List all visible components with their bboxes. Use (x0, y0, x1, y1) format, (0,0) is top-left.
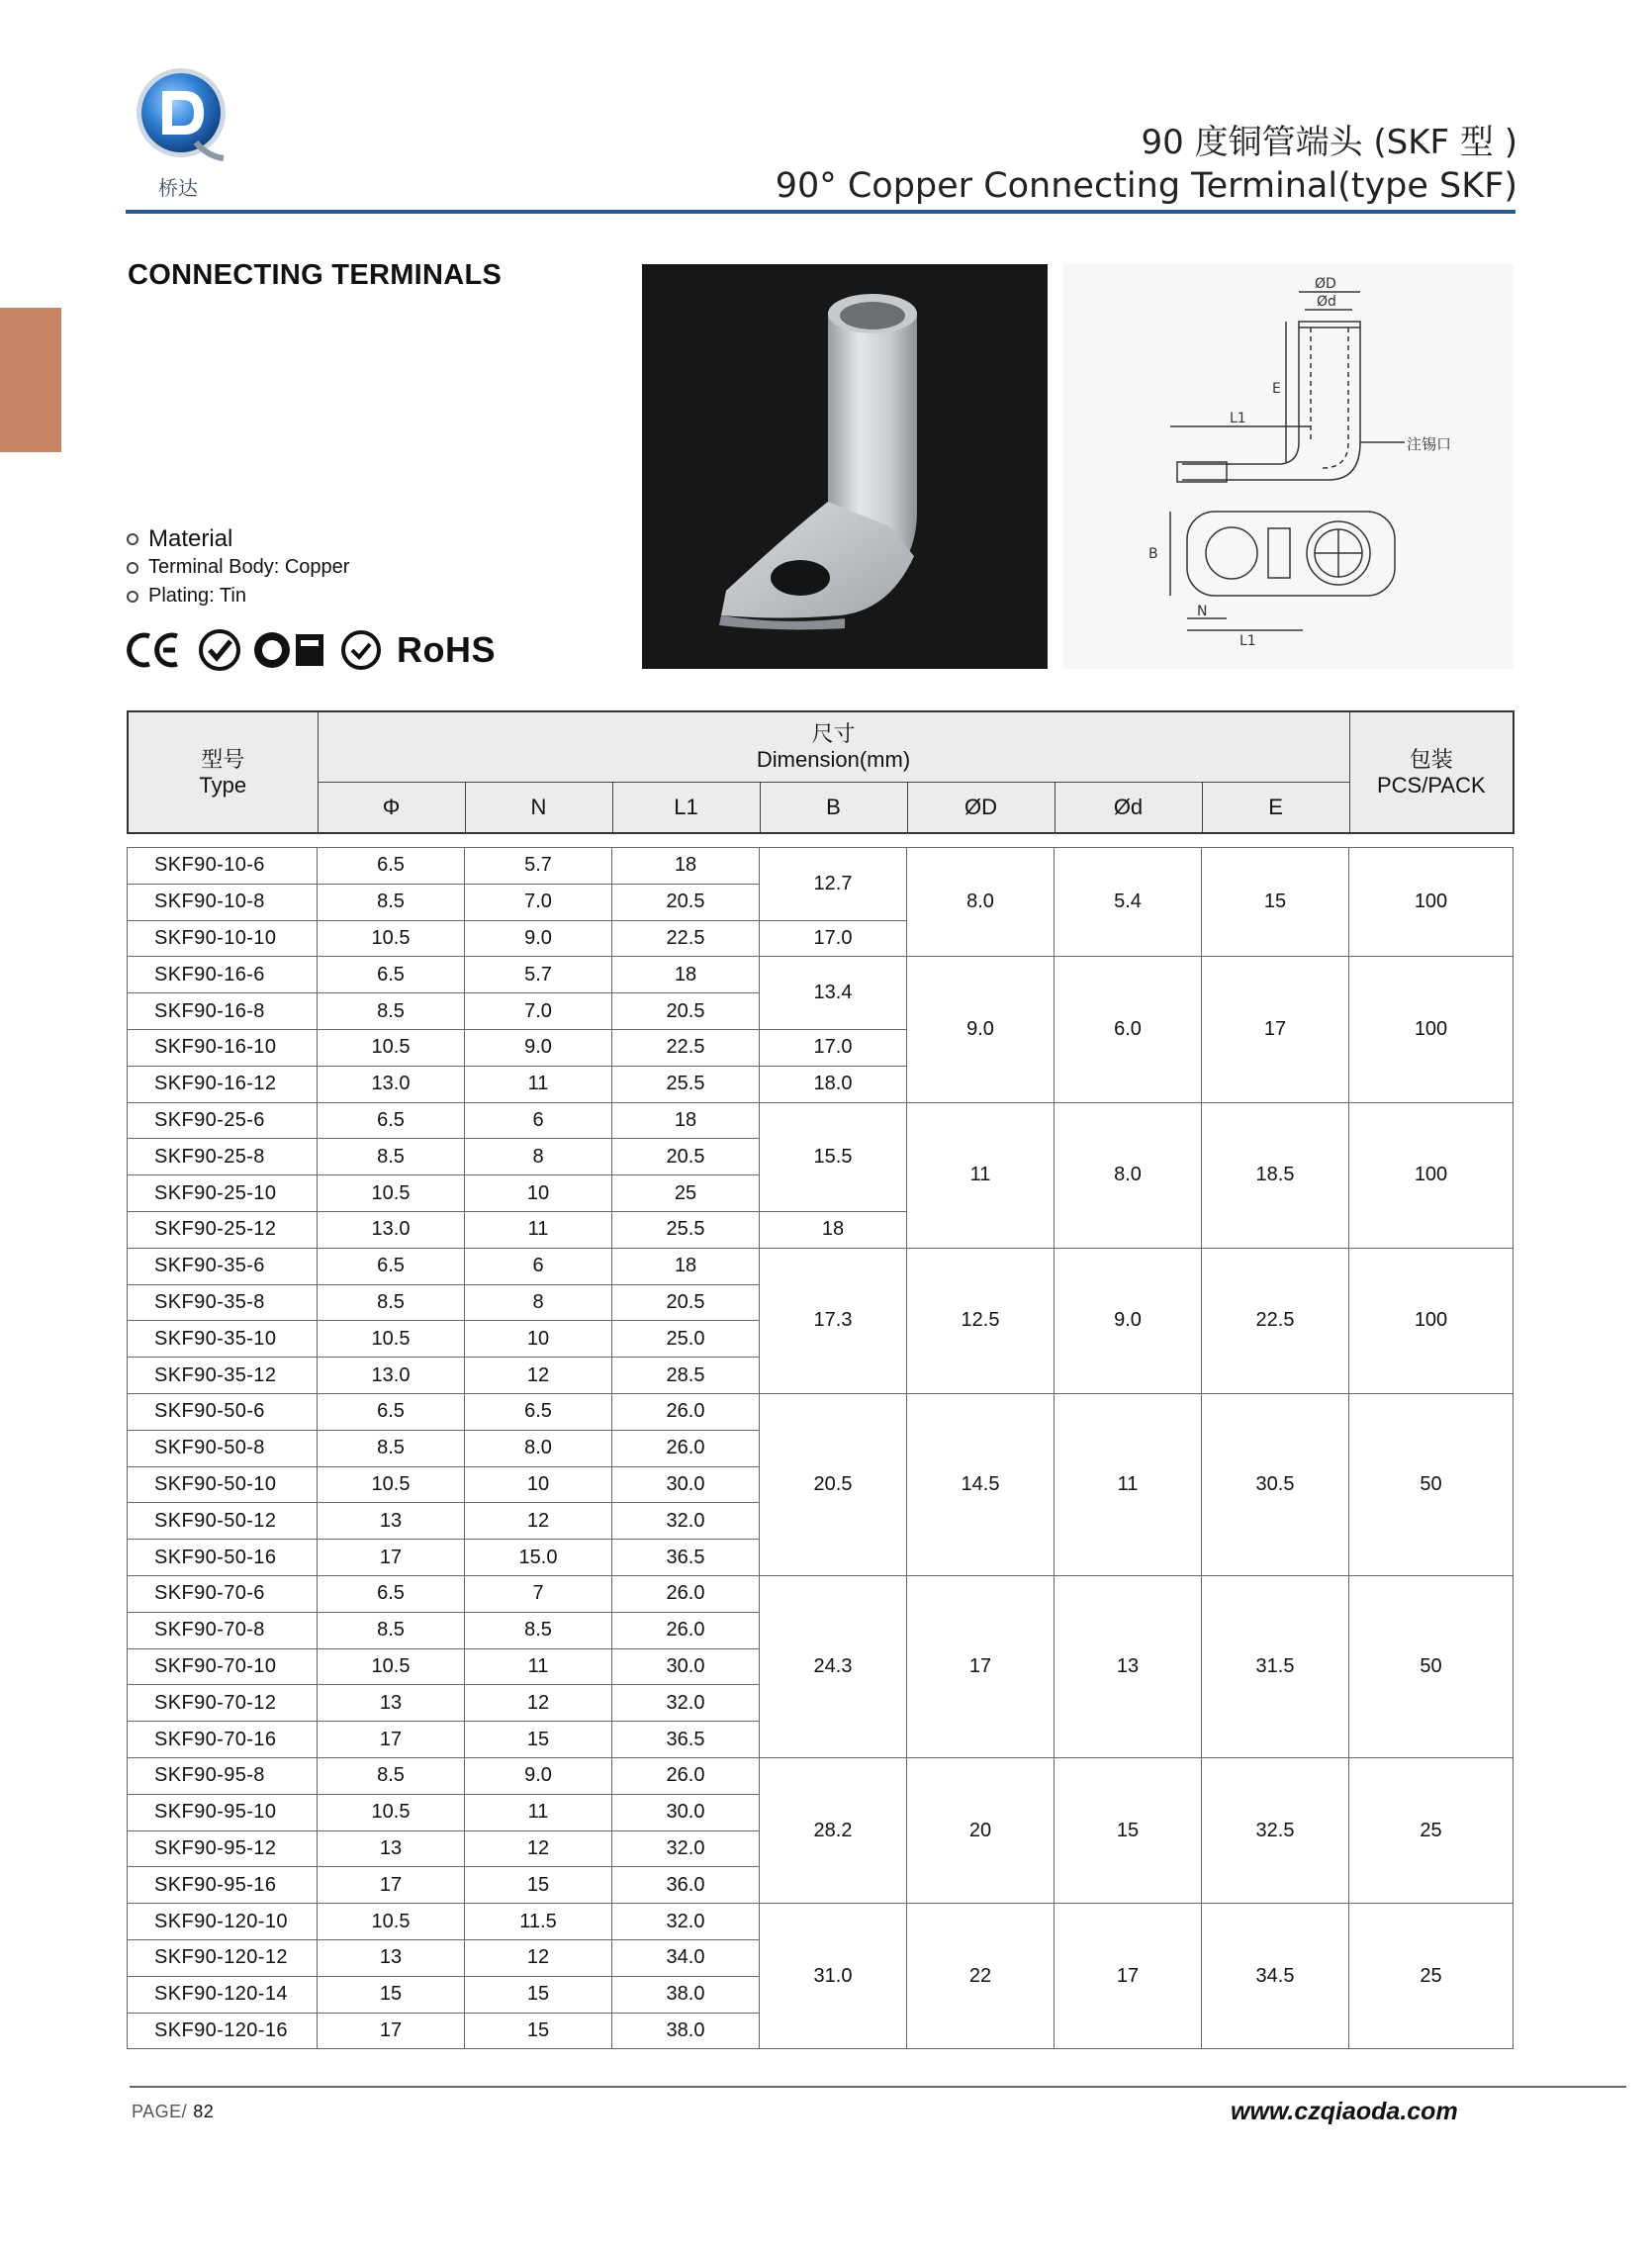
cell-od: 22 (907, 1904, 1055, 2049)
cell-type: SKF90-50-16 (128, 1540, 318, 1576)
cell-n: 10 (465, 1466, 612, 1503)
table-row (128, 1248, 1514, 1284)
certification-logos (126, 625, 496, 675)
col-phi-header: Φ (318, 782, 465, 833)
cell-l1: 26.0 (612, 1393, 760, 1430)
cell-n: 7.0 (465, 884, 612, 920)
cell-phi: 8.5 (318, 1284, 465, 1321)
id-label: Ød (1317, 294, 1336, 310)
cell-n: 12 (465, 1503, 612, 1540)
cell-pack: 100 (1349, 1102, 1514, 1248)
cell-n: 5.7 (465, 957, 612, 993)
cell-l1: 38.0 (612, 1976, 760, 2013)
rohs-mark: RoHS (397, 629, 496, 670)
table-row (128, 1904, 1514, 1940)
table-row (128, 957, 1514, 993)
cell-pack: 100 (1349, 1248, 1514, 1393)
col-l1-header: L1 (612, 782, 760, 833)
cell-n: 5.7 (465, 848, 612, 885)
cell-type: SKF90-70-16 (128, 1722, 318, 1758)
cell-phi: 8.5 (318, 884, 465, 920)
logo-caption: 桥达 (158, 176, 198, 200)
cell-l1: 30.0 (612, 1648, 760, 1685)
spec-table-rows (128, 848, 1514, 2049)
spec-table-body (127, 847, 1514, 2049)
cell-phi: 13 (318, 1503, 465, 1540)
cell-type: SKF90-70-10 (128, 1648, 318, 1685)
cell-l1: 18 (612, 848, 760, 885)
cell-type: SKF90-25-8 (128, 1139, 318, 1175)
cell-phi: 13 (318, 1685, 465, 1722)
cell-l1: 25.5 (612, 1211, 760, 1248)
col-b-header: B (760, 782, 907, 833)
table-row (128, 1393, 1514, 1430)
cell-l1: 18 (612, 957, 760, 993)
cell-id: 17 (1055, 1904, 1202, 2049)
cell-n: 9.0 (465, 1029, 612, 1066)
n-label: N (1197, 604, 1208, 619)
cell-pack: 100 (1349, 957, 1514, 1102)
cell-type: SKF90-120-16 (128, 2013, 318, 2049)
cell-phi: 17 (318, 1540, 465, 1576)
pack-header-en: PCS/PACK (1377, 772, 1486, 798)
cell-phi: 17 (318, 1867, 465, 1904)
dimension-header-en: Dimension(mm) (756, 746, 911, 772)
cell-n: 15.0 (465, 1540, 612, 1576)
cell-l1: 28.5 (612, 1358, 760, 1394)
cell-l1: 32.0 (612, 1685, 760, 1722)
cell-type: SKF90-120-14 (128, 1976, 318, 2013)
cell-phi: 10.5 (318, 1794, 465, 1830)
cell-n: 12 (465, 1685, 612, 1722)
cell-type: SKF90-120-12 (128, 1939, 318, 1976)
cell-od: 17 (907, 1575, 1055, 1757)
bullet-icon (127, 591, 138, 603)
cell-type: SKF90-10-8 (128, 884, 318, 920)
technical-drawing (1063, 264, 1514, 669)
cell-phi: 10.5 (318, 1029, 465, 1066)
cell-phi: 10.5 (318, 1466, 465, 1503)
cell-type: SKF90-35-12 (128, 1358, 318, 1394)
footer-divider (130, 2086, 1626, 2088)
page-indicator (132, 2102, 214, 2122)
cell-phi: 6.5 (318, 1248, 465, 1284)
cell-phi: 8.5 (318, 1612, 465, 1648)
cell-phi: 17 (318, 2013, 465, 2049)
product-photo (642, 264, 1048, 669)
cell-l1: 26.0 (612, 1575, 760, 1612)
cell-l1: 36.5 (612, 1722, 760, 1758)
cell-n: 7 (465, 1575, 612, 1612)
cell-b: 28.2 (760, 1757, 907, 1903)
cell-n: 8.5 (465, 1612, 612, 1648)
material-body: Terminal Body: Copper (148, 556, 350, 578)
section-title: CONNECTING TERMINALS (128, 259, 503, 291)
cell-od: 20 (907, 1757, 1055, 1903)
page-label: PAGE/ (132, 2102, 188, 2121)
cell-n: 15 (465, 1976, 612, 2013)
header-divider (126, 210, 1515, 214)
cell-l1: 30.0 (612, 1466, 760, 1503)
cell-pack: 50 (1349, 1393, 1514, 1575)
cell-n: 8.0 (465, 1430, 612, 1466)
cell-type: SKF90-35-8 (128, 1284, 318, 1321)
cell-n: 9.0 (465, 1757, 612, 1794)
cell-type: SKF90-95-16 (128, 1867, 318, 1904)
cell-n: 12 (465, 1939, 612, 1976)
cell-n: 10 (465, 1175, 612, 1212)
cell-type: SKF90-25-12 (128, 1211, 318, 1248)
cell-phi: 8.5 (318, 1430, 465, 1466)
cell-l1: 26.0 (612, 1757, 760, 1794)
pack-header (1349, 711, 1514, 833)
col-e-header: E (1202, 782, 1349, 833)
cell-n: 6 (465, 1248, 612, 1284)
cell-id: 5.4 (1055, 848, 1202, 957)
cell-n: 6 (465, 1102, 612, 1139)
cell-type: SKF90-120-10 (128, 1904, 318, 1940)
cell-b: 15.5 (760, 1102, 907, 1211)
cell-od: 9.0 (907, 957, 1055, 1102)
cell-b: 17.3 (760, 1248, 907, 1393)
dimension-header (318, 711, 1349, 782)
cell-l1: 25 (612, 1175, 760, 1212)
cell-type: SKF90-35-6 (128, 1248, 318, 1284)
side-color-tab (0, 308, 61, 452)
cell-type: SKF90-10-10 (128, 920, 318, 957)
cell-type: SKF90-35-10 (128, 1321, 318, 1358)
cell-type: SKF90-50-6 (128, 1393, 318, 1430)
l1-label: L1 (1230, 411, 1246, 426)
cell-n: 12 (465, 1358, 612, 1394)
cell-b: 12.7 (760, 848, 907, 921)
cell-type: SKF90-25-6 (128, 1102, 318, 1139)
cell-phi: 13.0 (318, 1066, 465, 1102)
cell-pack: 50 (1349, 1575, 1514, 1757)
cell-type: SKF90-16-8 (128, 993, 318, 1030)
cell-b: 18.0 (760, 1066, 907, 1102)
cell-e: 34.5 (1202, 1904, 1349, 2049)
table-row (128, 848, 1514, 885)
cell-n: 8 (465, 1284, 612, 1321)
cell-phi: 8.5 (318, 993, 465, 1030)
cell-phi: 15 (318, 1976, 465, 2013)
cell-b: 31.0 (760, 1904, 907, 2049)
page-number: 82 (193, 2102, 215, 2121)
cell-n: 11.5 (465, 1904, 612, 1940)
cell-id: 13 (1055, 1575, 1202, 1757)
inject-label: 注锡口 (1407, 435, 1452, 453)
cell-b: 13.4 (760, 957, 907, 1030)
dimension-header-cn: 尺寸 (811, 720, 856, 746)
cell-phi: 6.5 (318, 1393, 465, 1430)
spec-table-header (127, 710, 1514, 834)
cell-pack: 25 (1349, 1757, 1514, 1903)
cell-type: SKF90-16-10 (128, 1029, 318, 1066)
cell-phi: 13 (318, 1939, 465, 1976)
table-row (128, 1575, 1514, 1612)
cell-phi: 6.5 (318, 957, 465, 993)
cell-b: 20.5 (760, 1393, 907, 1575)
cell-e: 15 (1202, 848, 1349, 957)
cell-phi: 17 (318, 1722, 465, 1758)
cell-type: SKF90-70-12 (128, 1685, 318, 1722)
cell-od: 12.5 (907, 1248, 1055, 1393)
cell-l1: 26.0 (612, 1612, 760, 1648)
cell-e: 31.5 (1202, 1575, 1349, 1757)
cell-l1: 26.0 (612, 1430, 760, 1466)
cell-l1: 18 (612, 1248, 760, 1284)
table-row (128, 1757, 1514, 1794)
cell-phi: 13.0 (318, 1211, 465, 1248)
cell-e: 30.5 (1202, 1393, 1349, 1575)
cell-id: 15 (1055, 1757, 1202, 1903)
sgs-cert-icon (339, 628, 385, 672)
col-n-header: N (465, 782, 612, 833)
cell-e: 32.5 (1202, 1757, 1349, 1903)
type-header (128, 711, 318, 833)
cell-n: 6.5 (465, 1393, 612, 1430)
material-body-row (127, 553, 349, 582)
cell-n: 10 (465, 1321, 612, 1358)
material-list (127, 524, 349, 610)
material-plating: Plating: Tin (148, 585, 246, 607)
cell-n: 8 (465, 1139, 612, 1175)
cell-e: 18.5 (1202, 1102, 1349, 1248)
cell-l1: 32.0 (612, 1503, 760, 1540)
table-row (128, 1102, 1514, 1139)
cell-e: 22.5 (1202, 1248, 1349, 1393)
cell-type: SKF90-70-8 (128, 1612, 318, 1648)
cell-l1: 36.5 (612, 1540, 760, 1576)
cell-phi: 8.5 (318, 1139, 465, 1175)
cell-id: 6.0 (1055, 957, 1202, 1102)
cell-b: 18 (760, 1211, 907, 1248)
cell-l1: 25.0 (612, 1321, 760, 1358)
cell-type: SKF90-25-10 (128, 1175, 318, 1212)
cell-phi: 10.5 (318, 1321, 465, 1358)
cell-l1: 22.5 (612, 1029, 760, 1066)
cell-od: 8.0 (907, 848, 1055, 957)
bullet-icon (127, 533, 138, 545)
cell-phi: 6.5 (318, 1102, 465, 1139)
cell-l1: 25.5 (612, 1066, 760, 1102)
cell-id: 8.0 (1055, 1102, 1202, 1248)
page-header (776, 121, 1517, 208)
l1b-label: L1 (1239, 633, 1256, 649)
material-heading: Material (148, 524, 233, 552)
od-label: ØD (1315, 276, 1336, 292)
cell-type: SKF90-95-10 (128, 1794, 318, 1830)
cell-od: 14.5 (907, 1393, 1055, 1575)
cell-type: SKF90-70-6 (128, 1575, 318, 1612)
cell-n: 9.0 (465, 920, 612, 957)
cell-phi: 6.5 (318, 1575, 465, 1612)
material-plating-row (127, 582, 349, 610)
cell-phi: 6.5 (318, 848, 465, 885)
cell-id: 9.0 (1055, 1248, 1202, 1393)
cell-pack: 100 (1349, 848, 1514, 957)
cell-type: SKF90-50-10 (128, 1466, 318, 1503)
cell-l1: 18 (612, 1102, 760, 1139)
cell-n: 11 (465, 1211, 612, 1248)
cell-pack: 25 (1349, 1904, 1514, 2049)
cell-b: 17.0 (760, 920, 907, 957)
cell-l1: 20.5 (612, 993, 760, 1030)
cell-l1: 32.0 (612, 1904, 760, 1940)
cell-n: 7.0 (465, 993, 612, 1030)
bullet-icon (127, 562, 138, 574)
ce-mark-icon (126, 630, 183, 670)
e-label: E (1272, 381, 1281, 397)
company-logo (127, 63, 235, 202)
cell-l1: 32.0 (612, 1830, 760, 1867)
cell-phi: 10.5 (318, 1175, 465, 1212)
title-english: 90° Copper Connecting Terminal(type SKF) (775, 166, 1517, 206)
b-label: B (1148, 546, 1158, 562)
cell-id: 11 (1055, 1393, 1202, 1575)
cell-phi: 13.0 (318, 1358, 465, 1394)
cell-l1: 20.5 (612, 884, 760, 920)
cell-phi: 8.5 (318, 1757, 465, 1794)
material-heading-row (127, 524, 349, 553)
cell-l1: 34.0 (612, 1939, 760, 1976)
cell-od: 11 (907, 1102, 1055, 1248)
cell-e: 17 (1202, 957, 1349, 1102)
cell-phi: 10.5 (318, 920, 465, 957)
quality-cert-icon (252, 628, 327, 672)
cell-l1: 30.0 (612, 1794, 760, 1830)
cell-n: 12 (465, 1830, 612, 1867)
cell-type: SKF90-50-8 (128, 1430, 318, 1466)
cell-n: 11 (465, 1794, 612, 1830)
cell-b: 24.3 (760, 1575, 907, 1757)
cell-l1: 22.5 (612, 920, 760, 957)
cell-phi: 10.5 (318, 1904, 465, 1940)
title-chinese: 90 度铜管端头 (SKF 型 ) (1141, 123, 1517, 162)
cell-l1: 36.0 (612, 1867, 760, 1904)
cell-n: 11 (465, 1066, 612, 1102)
cell-type: SKF90-16-6 (128, 957, 318, 993)
cell-n: 11 (465, 1648, 612, 1685)
cell-l1: 20.5 (612, 1284, 760, 1321)
ccc-cert-icon (197, 628, 242, 672)
cell-n: 15 (465, 2013, 612, 2049)
col-od-header: ØD (907, 782, 1055, 833)
cell-phi: 13 (318, 1830, 465, 1867)
cell-phi: 10.5 (318, 1648, 465, 1685)
cell-type: SKF90-16-12 (128, 1066, 318, 1102)
cell-type: SKF90-95-8 (128, 1757, 318, 1794)
cell-l1: 38.0 (612, 2013, 760, 2049)
cell-b: 17.0 (760, 1029, 907, 1066)
cell-l1: 20.5 (612, 1139, 760, 1175)
type-header-en: Type (199, 772, 247, 798)
cell-n: 15 (465, 1867, 612, 1904)
website-url: www.czqiaoda.com (1231, 2098, 1458, 2125)
pack-header-cn: 包装 (1409, 746, 1453, 772)
type-header-cn: 型号 (201, 746, 245, 772)
col-id-header: Ød (1055, 782, 1202, 833)
cell-n: 15 (465, 1722, 612, 1758)
cell-type: SKF90-50-12 (128, 1503, 318, 1540)
cell-type: SKF90-10-6 (128, 848, 318, 885)
cell-type: SKF90-95-12 (128, 1830, 318, 1867)
